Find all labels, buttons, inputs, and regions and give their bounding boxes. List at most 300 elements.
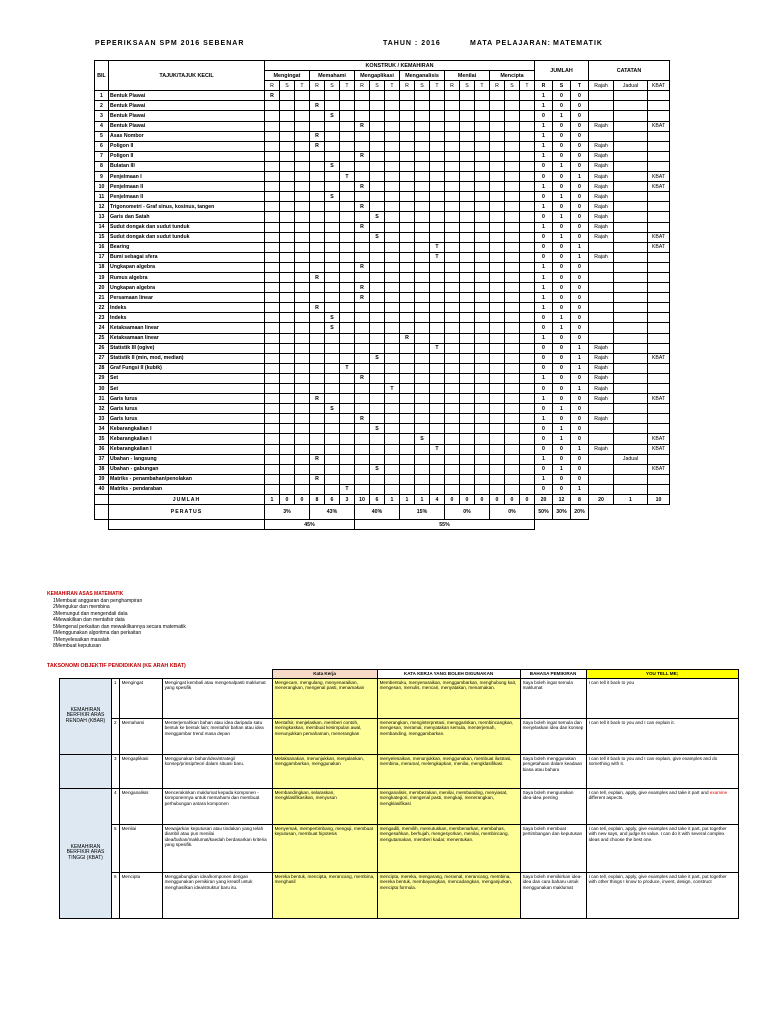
kbat-cell: [648, 293, 670, 303]
row-number: 12: [95, 202, 109, 212]
jadual-cell: [614, 91, 648, 101]
empty-cell: [520, 212, 535, 222]
table-row: [95, 242, 670, 252]
empty-cell: [385, 424, 400, 434]
jumlah-cell: 0: [535, 444, 553, 454]
jadual-cell: [614, 161, 648, 171]
empty-cell: [310, 444, 325, 454]
jumlah-cell: 0: [571, 293, 589, 303]
row-number: 27: [95, 353, 109, 363]
table-row: [95, 182, 670, 192]
empty-cell: [445, 141, 460, 151]
empty-cell: [295, 101, 310, 111]
empty-cell: [520, 272, 535, 282]
empty-cell: [385, 91, 400, 101]
mark-cell: R: [310, 303, 325, 313]
empty-cell: [490, 373, 505, 383]
empty-cell: [430, 161, 445, 171]
empty-cell: [325, 464, 340, 474]
row-topic: Bentuk Piawai: [109, 101, 265, 111]
group-pct-cell: 45%: [265, 520, 355, 530]
empty-cell: [505, 394, 520, 404]
empty-cell: [400, 404, 415, 414]
table-row: [95, 202, 670, 212]
empty-cell: [415, 272, 430, 282]
empty-cell: [280, 394, 295, 404]
empty-cell: [475, 111, 490, 121]
empty-cell: [490, 474, 505, 484]
row-number: 30: [95, 384, 109, 394]
empty-cell: [475, 131, 490, 141]
jumlah-cell: 0: [553, 484, 571, 494]
empty-cell: [505, 333, 520, 343]
empty-cell: [475, 151, 490, 161]
empty-cell: [445, 232, 460, 242]
jumlah-cell: 0: [535, 384, 553, 394]
jumlah-rst-header: S: [553, 81, 571, 91]
empty-cell: [310, 434, 325, 444]
total-cell: 0: [475, 495, 490, 505]
empty-cell: [400, 434, 415, 444]
empty-cell: [430, 293, 445, 303]
empty-cell: [280, 192, 295, 202]
empty-cell: [415, 454, 430, 464]
bahasa-pemikiran-cell: Saya boleh ingat semula maklumat: [520, 678, 586, 718]
empty-cell: [355, 161, 370, 171]
empty-cell: [460, 343, 475, 353]
empty-cell: [325, 283, 340, 293]
jumlah-cell: 1: [535, 101, 553, 111]
jadual-cell: [614, 131, 648, 141]
empty-cell: [520, 293, 535, 303]
empty-cell: [520, 121, 535, 131]
row-number: 37: [95, 454, 109, 464]
empty-cell: [280, 484, 295, 494]
empty-cell: [415, 384, 430, 394]
empty-cell: [370, 101, 385, 111]
empty-cell: [475, 232, 490, 242]
empty-cell: [340, 424, 355, 434]
empty-cell: [400, 394, 415, 404]
jumlah-cell: 0: [571, 141, 589, 151]
empty-cell: [265, 111, 280, 121]
empty-cell: [385, 161, 400, 171]
empty-cell: [95, 505, 109, 520]
mark-cell: R: [310, 131, 325, 141]
empty-cell: [370, 202, 385, 212]
jumlah-cell: 0: [535, 212, 553, 222]
jadual-cell: [614, 464, 648, 474]
empty-cell: [520, 141, 535, 151]
taksonomi-row: [60, 678, 739, 718]
empty-cell: [415, 303, 430, 313]
row-topic: Bumi sebagai sfera: [109, 252, 265, 262]
row-number: 7: [95, 151, 109, 161]
kbat-cell: [648, 384, 670, 394]
empty-cell: [490, 252, 505, 262]
jumlah-cell: 0: [553, 384, 571, 394]
empty-cell: [475, 484, 490, 494]
empty-cell: [265, 404, 280, 414]
empty-cell: [520, 242, 535, 252]
rst-header: R: [310, 81, 325, 91]
empty-cell: [385, 323, 400, 333]
empty-cell: [475, 373, 490, 383]
empty-cell: [460, 151, 475, 161]
mark-cell: R: [355, 283, 370, 293]
empty-cell: [355, 131, 370, 141]
empty-cell: [280, 323, 295, 333]
empty-cell: [520, 394, 535, 404]
peratus-cell: 15%: [400, 505, 445, 520]
total-cell: 0: [295, 495, 310, 505]
empty-cell: [475, 464, 490, 474]
empty-cell: [310, 293, 325, 303]
jumlah-cell: 0: [535, 313, 553, 323]
empty-cell: [400, 353, 415, 363]
row-topic: Ketaksamaan linear: [109, 333, 265, 343]
level-number: 3: [112, 754, 120, 788]
empty-cell: [505, 373, 520, 383]
jumlah-cell: 1: [535, 373, 553, 383]
jumlah-cell: 0: [553, 293, 571, 303]
jumlah-cell: 0: [535, 353, 553, 363]
empty-cell: [400, 424, 415, 434]
empty-cell: [295, 424, 310, 434]
mark-cell: R: [400, 333, 415, 343]
you-tell-me-cell: I can tell it back to you and I can explain, give examples and do something with it.: [586, 754, 738, 788]
empty-cell: [460, 91, 475, 101]
empty-cell: [370, 373, 385, 383]
empty-cell: [295, 454, 310, 464]
jumlah-cell: 0: [553, 121, 571, 131]
rajah-cell: Rajah: [589, 161, 614, 171]
empty-cell: [460, 313, 475, 323]
jadual-cell: [614, 444, 648, 454]
empty-cell: [400, 172, 415, 182]
empty-cell: [355, 111, 370, 121]
exam-title: PEPERIKSAAN SPM 2016 SEBENAR: [95, 40, 245, 47]
empty-cell: [520, 454, 535, 464]
total-cell: 1: [385, 495, 400, 505]
kbat-cell: [648, 323, 670, 333]
empty-cell: [385, 121, 400, 131]
jadual-cell: [614, 394, 648, 404]
row-topic: Sudut dongak dan sudut tunduk: [109, 222, 265, 232]
empty-cell: [460, 202, 475, 212]
empty-cell: [310, 262, 325, 272]
empty-cell: [520, 373, 535, 383]
empty-cell: [415, 323, 430, 333]
empty-cell: [310, 424, 325, 434]
kbat-cell: [648, 222, 670, 232]
total-cell: 6: [370, 495, 385, 505]
empty-cell: [310, 343, 325, 353]
empty-cell: [490, 172, 505, 182]
empty-cell: [460, 172, 475, 182]
row-topic: Penjelmaan II: [109, 182, 265, 192]
empty-cell: [310, 202, 325, 212]
empty-cell: [400, 101, 415, 111]
jumlah-total-cell: 8: [571, 495, 589, 505]
total-cell: 4: [430, 495, 445, 505]
empty-cell: [475, 454, 490, 464]
empty-cell: [325, 343, 340, 353]
kbat-cell: [648, 303, 670, 313]
empty-cell: [415, 484, 430, 494]
empty-cell: [490, 444, 505, 454]
empty-cell: [400, 384, 415, 394]
jumlah-cell: 0: [571, 424, 589, 434]
empty-cell: [385, 293, 400, 303]
mark-cell: S: [370, 353, 385, 363]
table-row: [95, 353, 670, 363]
row-topic: Graf Fungsi II (kubik): [109, 363, 265, 373]
rst-header: T: [385, 81, 400, 91]
jumlah-cell: 1: [571, 353, 589, 363]
empty-cell: [265, 293, 280, 303]
jumlah-cell: 1: [535, 91, 553, 101]
row-number: 36: [95, 444, 109, 454]
empty-cell: [415, 363, 430, 373]
row-number: 35: [95, 434, 109, 444]
rst-header: S: [280, 81, 295, 91]
empty-cell: [385, 182, 400, 192]
empty-cell: [295, 91, 310, 101]
empty-cell: [340, 252, 355, 262]
jumlah-cell: 0: [553, 272, 571, 282]
empty-cell: [505, 454, 520, 464]
empty-cell: [265, 101, 280, 111]
taksonomi-row: [60, 824, 739, 872]
empty-cell: [280, 303, 295, 313]
row-number: 3: [95, 111, 109, 121]
row-topic: Kebarangkalian I: [109, 434, 265, 444]
empty-cell: [430, 323, 445, 333]
empty-cell: [460, 101, 475, 111]
empty-cell: [460, 121, 475, 131]
empty-cell: [445, 434, 460, 444]
empty-cell: [475, 384, 490, 394]
mark-cell: T: [430, 252, 445, 262]
empty-cell: [340, 343, 355, 353]
jumlah-cell: 0: [535, 343, 553, 353]
empty-cell: [265, 373, 280, 383]
empty-cell: [385, 303, 400, 313]
empty-cell: [310, 182, 325, 192]
empty-cell: [280, 353, 295, 363]
empty-cell: [445, 262, 460, 272]
row-topic: Ubahan - langsung: [109, 454, 265, 464]
empty-cell: [295, 394, 310, 404]
empty-cell: [370, 272, 385, 282]
rajah-cell: [589, 464, 614, 474]
empty-cell: [325, 121, 340, 131]
empty-cell: [295, 474, 310, 484]
row-topic: Persamaan linear: [109, 293, 265, 303]
empty-cell: [265, 424, 280, 434]
jumlah-cell: 0: [553, 222, 571, 232]
rajah-cell: Rajah: [589, 202, 614, 212]
empty-cell: [505, 343, 520, 353]
empty-cell: [295, 444, 310, 454]
empty-cell: [370, 303, 385, 313]
empty-cell: [445, 252, 460, 262]
catatan-col-header: Jadual: [614, 81, 648, 91]
empty-cell: [400, 283, 415, 293]
empty-cell: [280, 404, 295, 414]
empty-cell: [295, 373, 310, 383]
jumlah-cell: 1: [571, 242, 589, 252]
total-cell: 0: [505, 495, 520, 505]
empty-cell: [400, 202, 415, 212]
empty-cell: [295, 222, 310, 232]
row-number: 17: [95, 252, 109, 262]
jumlah-cell: 0: [535, 161, 553, 171]
empty-cell: [400, 313, 415, 323]
rajah-cell: [589, 272, 614, 282]
empty-cell: [340, 161, 355, 171]
jumlah-cell: 0: [553, 343, 571, 353]
row-topic: Ungkapan algebra: [109, 283, 265, 293]
jumlah-cell: 0: [553, 303, 571, 313]
jadual-cell: [614, 293, 648, 303]
empty-cell: [400, 192, 415, 202]
jumlah-cell: 0: [535, 192, 553, 202]
jumlah-cell: 0: [553, 454, 571, 464]
empty-cell: [325, 222, 340, 232]
jumlah-cell: 1: [571, 172, 589, 182]
jumlah-cell: 0: [571, 414, 589, 424]
row-topic: Set: [109, 384, 265, 394]
jumlah-cell: 0: [535, 252, 553, 262]
empty-cell: [415, 293, 430, 303]
kbat-cell: KBAT: [648, 172, 670, 182]
mark-cell: R: [355, 121, 370, 131]
jadual-cell: [614, 242, 648, 252]
empty-cell: [280, 212, 295, 222]
kbat-cell: [648, 333, 670, 343]
empty-cell: [385, 172, 400, 182]
empty-cell: [490, 404, 505, 414]
empty-cell: [310, 313, 325, 323]
empty-cell: [400, 464, 415, 474]
empty-cell: [385, 192, 400, 202]
empty-cell: [415, 444, 430, 454]
empty-cell: [505, 363, 520, 373]
empty-cell: [520, 151, 535, 161]
mark-cell: R: [310, 394, 325, 404]
empty-cell: [265, 474, 280, 484]
row-topic: Garis lurus: [109, 404, 265, 414]
empty-cell: [505, 131, 520, 141]
empty-cell: [355, 484, 370, 494]
empty-cell: [295, 384, 310, 394]
jumlah-cell: 0: [571, 212, 589, 222]
kbat-cell: KBAT: [648, 182, 670, 192]
you-tell-me-cell: I can tell, explain, apply, give examples and take it part, put together with other things I know to produce, invent, design, construct: [586, 872, 738, 918]
empty-cell: [460, 262, 475, 272]
empty-cell: [490, 414, 505, 424]
empty-cell: [415, 232, 430, 242]
row-number: 22: [95, 303, 109, 313]
empty-cell: [385, 464, 400, 474]
empty-cell: [370, 121, 385, 131]
jumlah-cell: 1: [553, 192, 571, 202]
jumlah-cell: 0: [553, 414, 571, 424]
catatan-total-cell: 10: [648, 495, 670, 505]
subject-label: MATA PELAJARAN:: [470, 40, 551, 47]
empty-cell: [430, 474, 445, 484]
empty-cell: [340, 91, 355, 101]
empty-cell: [430, 283, 445, 293]
empty-cell: [415, 222, 430, 232]
empty-cell: [475, 202, 490, 212]
empty-cell: [505, 151, 520, 161]
empty-cell: [460, 283, 475, 293]
empty-cell: [280, 454, 295, 464]
empty-cell: [385, 474, 400, 484]
mark-cell: R: [310, 272, 325, 282]
mark-cell: R: [310, 474, 325, 484]
kbat-cell: KBAT: [648, 464, 670, 474]
empty-cell: [490, 272, 505, 282]
empty-cell: [325, 424, 340, 434]
empty-cell: [505, 323, 520, 333]
empty-cell: [520, 232, 535, 242]
empty-cell: [325, 484, 340, 494]
empty-cell: [475, 474, 490, 484]
empty-cell: [400, 121, 415, 131]
empty-cell: [370, 283, 385, 293]
empty-cell: [445, 242, 460, 252]
table-row: [95, 192, 670, 202]
jumlah-cell: 1: [535, 151, 553, 161]
rajah-cell: [589, 313, 614, 323]
empty-cell: [355, 172, 370, 182]
empty-cell: [415, 161, 430, 171]
kemahiran-item: 8Membuat keputusan: [53, 643, 102, 649]
jumlah-cell: 0: [571, 283, 589, 293]
empty-cell: [295, 151, 310, 161]
empty-cell: [295, 404, 310, 414]
row-topic: Kebarangkalian I: [109, 444, 265, 454]
empty-cell: [520, 91, 535, 101]
empty-cell: [505, 202, 520, 212]
jumlah-cell: 0: [571, 121, 589, 131]
skill-header: Mengaplikasi: [355, 71, 400, 81]
empty-cell: [445, 414, 460, 424]
empty-cell: [475, 272, 490, 282]
mark-cell: R: [310, 141, 325, 151]
empty-cell: [310, 323, 325, 333]
jumlah-cell: 0: [571, 303, 589, 313]
empty-cell: [295, 434, 310, 444]
row-topic: Poligon II: [109, 151, 265, 161]
empty-cell: [400, 151, 415, 161]
empty-cell: [385, 484, 400, 494]
mark-cell: T: [385, 384, 400, 394]
table-row: [95, 91, 670, 101]
jadual-cell: [614, 384, 648, 394]
table-row: [95, 394, 670, 404]
empty-cell: [265, 262, 280, 272]
empty-cell: [415, 474, 430, 484]
jumlah-cell: 0: [571, 272, 589, 282]
total-cell: 3: [340, 495, 355, 505]
table-row: [95, 474, 670, 484]
table-row: [95, 131, 670, 141]
